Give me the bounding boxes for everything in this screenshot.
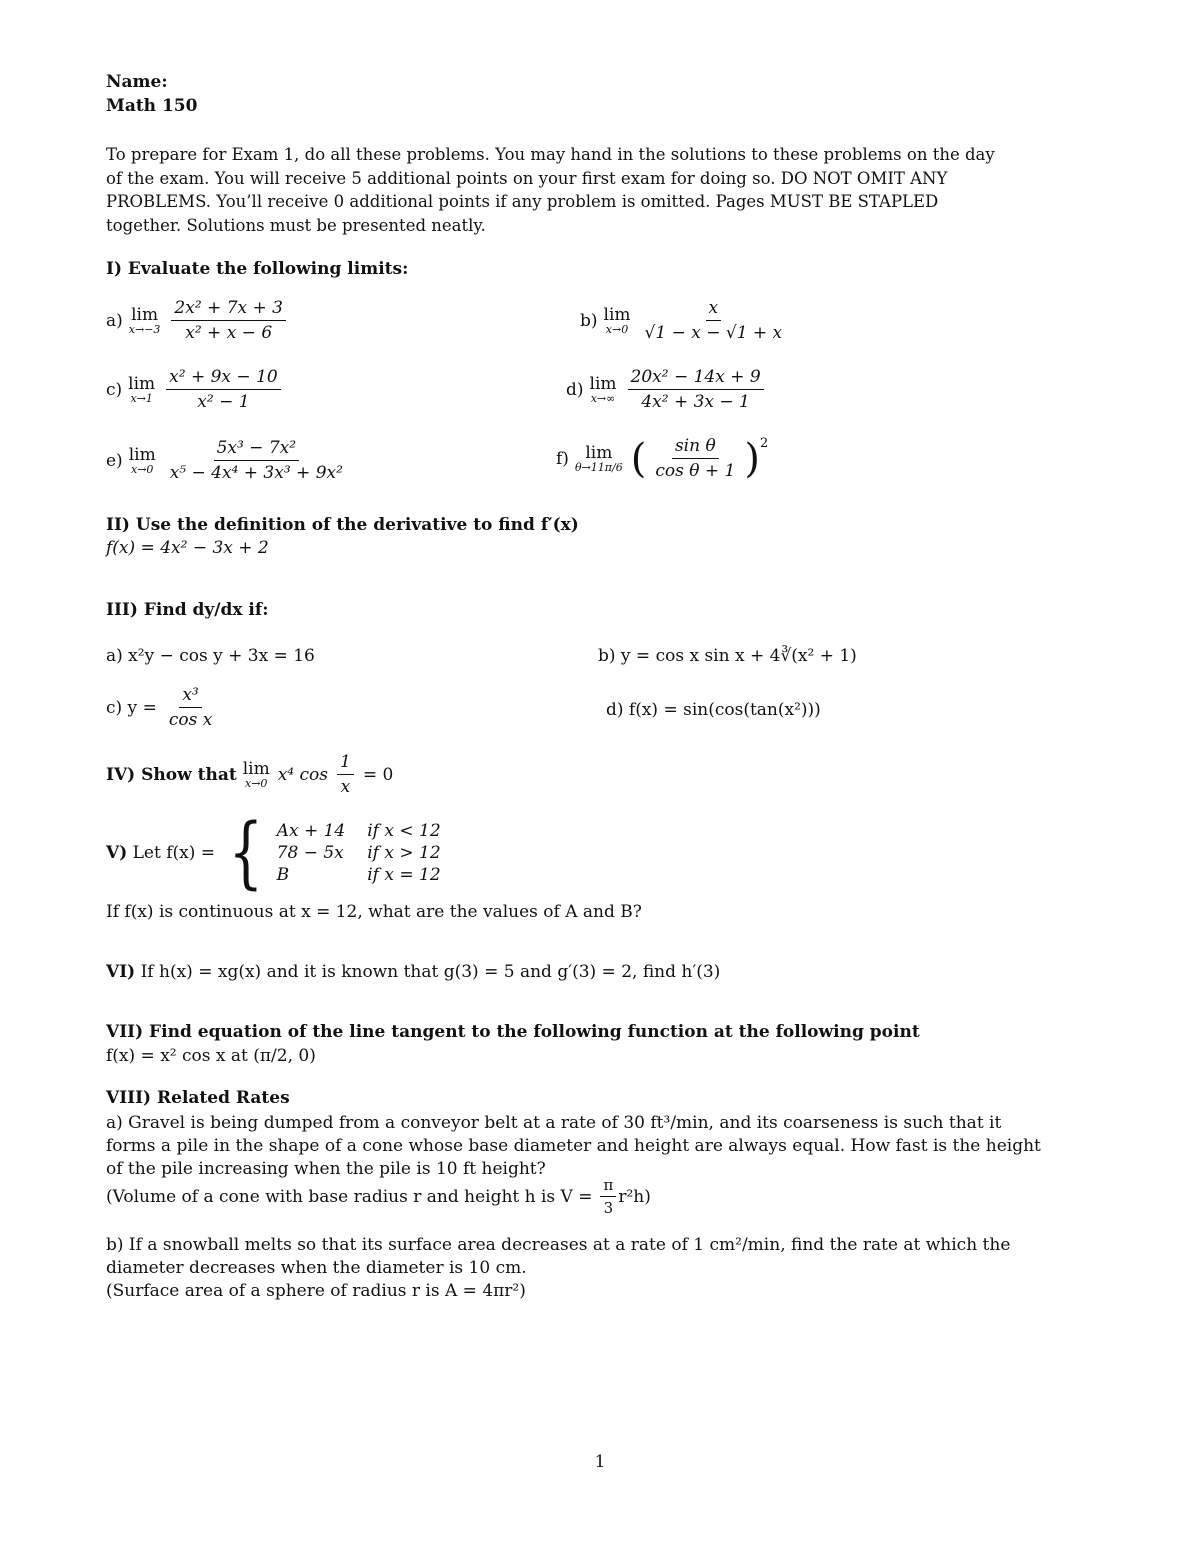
section-5-title: V) Let f(x) = xyxy=(106,843,216,863)
name-label: Name: xyxy=(106,72,168,92)
section-7-title: VII) Find equation of the line tangent to the following function at the following point xyxy=(106,1022,920,1042)
case-cond: if x > 12 xyxy=(367,843,441,863)
left-paren: ( xyxy=(630,435,647,482)
lim-operator xyxy=(575,443,623,474)
piecewise-cases xyxy=(277,821,441,885)
lim-operator xyxy=(604,305,631,336)
numerator: 2x² + 7x + 3 xyxy=(171,298,286,321)
lim-text: lim xyxy=(585,443,613,463)
denominator: √1 − x − √1 + x xyxy=(644,323,783,343)
related-rates-a-line: of the pile increasing when the pile is 10 ft height? xyxy=(106,1159,546,1179)
case-expr: B xyxy=(276,865,290,885)
case-cond: if x < 12 xyxy=(367,821,441,841)
denominator: x² + x − 6 xyxy=(185,323,273,343)
case-expr: Ax + 14 xyxy=(276,821,346,841)
derivative-problem-d: d) f(x) = sin(cos(tan(x²))) xyxy=(606,700,821,720)
denominator: x xyxy=(340,777,351,797)
fraction xyxy=(167,438,346,483)
fraction xyxy=(166,367,281,412)
intro-line: PROBLEMS. You’ll receive 0 additional points if any problem is omitted. Pages MUST BE STAPLED xyxy=(106,192,939,211)
lim-subscript: x→0 xyxy=(245,777,268,790)
related-rates-b-line: diameter decreases when the diameter is 10 cm. xyxy=(106,1258,527,1278)
case-expr: 78 − 5x xyxy=(276,843,344,863)
section-4-title: IV) Show that xyxy=(106,764,237,785)
lim-operator xyxy=(129,305,161,336)
right-paren: ) xyxy=(744,435,760,482)
lim-text: lim xyxy=(128,445,156,465)
numerator: 5x³ − 7x² xyxy=(214,438,300,461)
section-3-title: III) Find dy/dx if: xyxy=(106,600,269,620)
section-6 xyxy=(106,962,720,982)
limit-problem-e xyxy=(106,438,349,483)
related-rates-b-hint: (Surface area of a sphere of radius r is A = 4πr²) xyxy=(106,1281,526,1301)
section-7-function: f(x) = x² cos x at (π/2, 0) xyxy=(106,1046,316,1066)
case-cond: if x = 12 xyxy=(367,865,441,885)
lim-subscript: x→∞ xyxy=(590,392,616,405)
fraction xyxy=(600,1176,616,1217)
problem-label: a) xyxy=(106,310,123,331)
lim-subscript: x→−3 xyxy=(128,323,161,336)
limit-problem-d xyxy=(566,367,767,412)
denominator: 4x² + 3x − 1 xyxy=(641,392,750,412)
lim-subscript: x→0 xyxy=(130,463,154,476)
problem-label: e) xyxy=(106,450,123,471)
derivative-problem-a: a) x²y − cos y + 3x = 16 xyxy=(106,646,315,666)
numerator: sin θ xyxy=(672,436,719,459)
numerator: 1 xyxy=(337,752,354,775)
fraction xyxy=(166,685,215,730)
limit-problem-b xyxy=(580,298,788,343)
related-rates-a-hint xyxy=(106,1176,651,1217)
lim-text: lim xyxy=(242,759,270,779)
lim-text: lim xyxy=(589,374,617,394)
lim-subscript: x→0 xyxy=(605,323,629,336)
derivative-problem-c xyxy=(106,685,218,730)
exponent: 2 xyxy=(759,436,769,451)
section-5 xyxy=(106,808,441,898)
denominator: 3 xyxy=(603,1199,614,1217)
numerator: x² + 9x − 10 xyxy=(166,367,281,390)
fraction xyxy=(171,298,286,343)
lim-text: lim xyxy=(131,305,159,325)
fraction xyxy=(337,752,354,797)
section-5-question: If f(x) is continuous at x = 12, what are the values of A and B? xyxy=(106,902,642,922)
lim-subscript: x→1 xyxy=(130,392,153,405)
section-6-title: VI) xyxy=(106,962,136,982)
denominator: x² − 1 xyxy=(197,392,250,412)
numerator: x xyxy=(706,298,722,321)
section-1-title: I) Evaluate the following limits: xyxy=(106,259,409,279)
intro-line: To prepare for Exam 1, do all these problems. You may hand in the solutions to these problems on the day xyxy=(106,145,995,164)
problem-label: c) y = xyxy=(106,697,157,718)
numerator: 20x² − 14x + 9 xyxy=(628,367,764,390)
denominator: cos θ + 1 xyxy=(655,461,736,481)
numerator: x³ xyxy=(179,685,201,708)
limit-problem-c xyxy=(106,367,284,412)
fraction xyxy=(652,436,738,481)
section-2-function: f(x) = 4x² − 3x + 2 xyxy=(106,538,269,558)
fraction xyxy=(642,298,786,343)
lim-operator xyxy=(129,445,156,476)
section-4 xyxy=(106,752,393,797)
intro-line: together. Solutions must be presented neatly. xyxy=(106,215,486,235)
derivative-problem-b: b) y = cos x sin x + 4∛(x² + 1) xyxy=(598,646,857,666)
page-number: 1 xyxy=(594,1452,606,1472)
lim-operator xyxy=(128,374,155,405)
lim-text: lim xyxy=(603,305,631,325)
section-5-text: Let f(x) = xyxy=(132,843,216,863)
lim-subscript: θ→11π/6 xyxy=(574,461,623,474)
hint-text: r²h) xyxy=(618,1186,651,1207)
lim-operator xyxy=(590,374,617,405)
denominator: cos x xyxy=(168,710,213,730)
right-hand-side: = 0 xyxy=(362,764,394,785)
section-6-text: If h(x) = xg(x) and it is known that g(3) = 5 and g′(3) = 2, find h′(3) xyxy=(140,962,721,982)
instructions-paragraph xyxy=(106,143,1024,237)
section-2-title: II) Use the definition of the derivative to find f′(x) xyxy=(106,515,579,535)
problem-label: b) xyxy=(580,310,598,331)
course-title: Math 150 xyxy=(106,96,198,116)
limit-problem-a xyxy=(106,298,289,343)
hint-text: (Volume of a cone with base radius r and height h is V = xyxy=(106,1186,593,1207)
related-rates-b-line: b) If a snowball melts so that its surface area decreases at a rate of 1 cm²/min, find the rate at which the xyxy=(106,1235,1011,1255)
related-rates-a-line: forms a pile in the shape of a cone whose base diameter and height are always equal. How fast is the height xyxy=(106,1136,1041,1156)
lim-operator xyxy=(243,759,270,790)
fraction xyxy=(628,367,764,412)
related-rates-a-line: a) Gravel is being dumped from a conveyor belt at a rate of 30 ft³/min, and its coarseness is such that it xyxy=(106,1113,1002,1133)
expression: x⁴ cos xyxy=(277,764,329,785)
section-8-title: VIII) Related Rates xyxy=(106,1088,290,1108)
intro-line: of the exam. You will receive 5 additional points on your first exam for doing so. DO NOT OMIT ANY xyxy=(106,168,948,188)
numerator: π xyxy=(600,1176,616,1197)
problem-label: d) xyxy=(566,379,584,400)
lim-text: lim xyxy=(128,374,156,394)
problem-label: c) xyxy=(106,379,123,400)
problem-label: f) xyxy=(556,448,569,469)
limit-problem-f xyxy=(556,436,768,481)
left-brace: { xyxy=(228,808,264,898)
denominator: x⁵ − 4x⁴ + 3x³ + 9x² xyxy=(169,463,343,483)
